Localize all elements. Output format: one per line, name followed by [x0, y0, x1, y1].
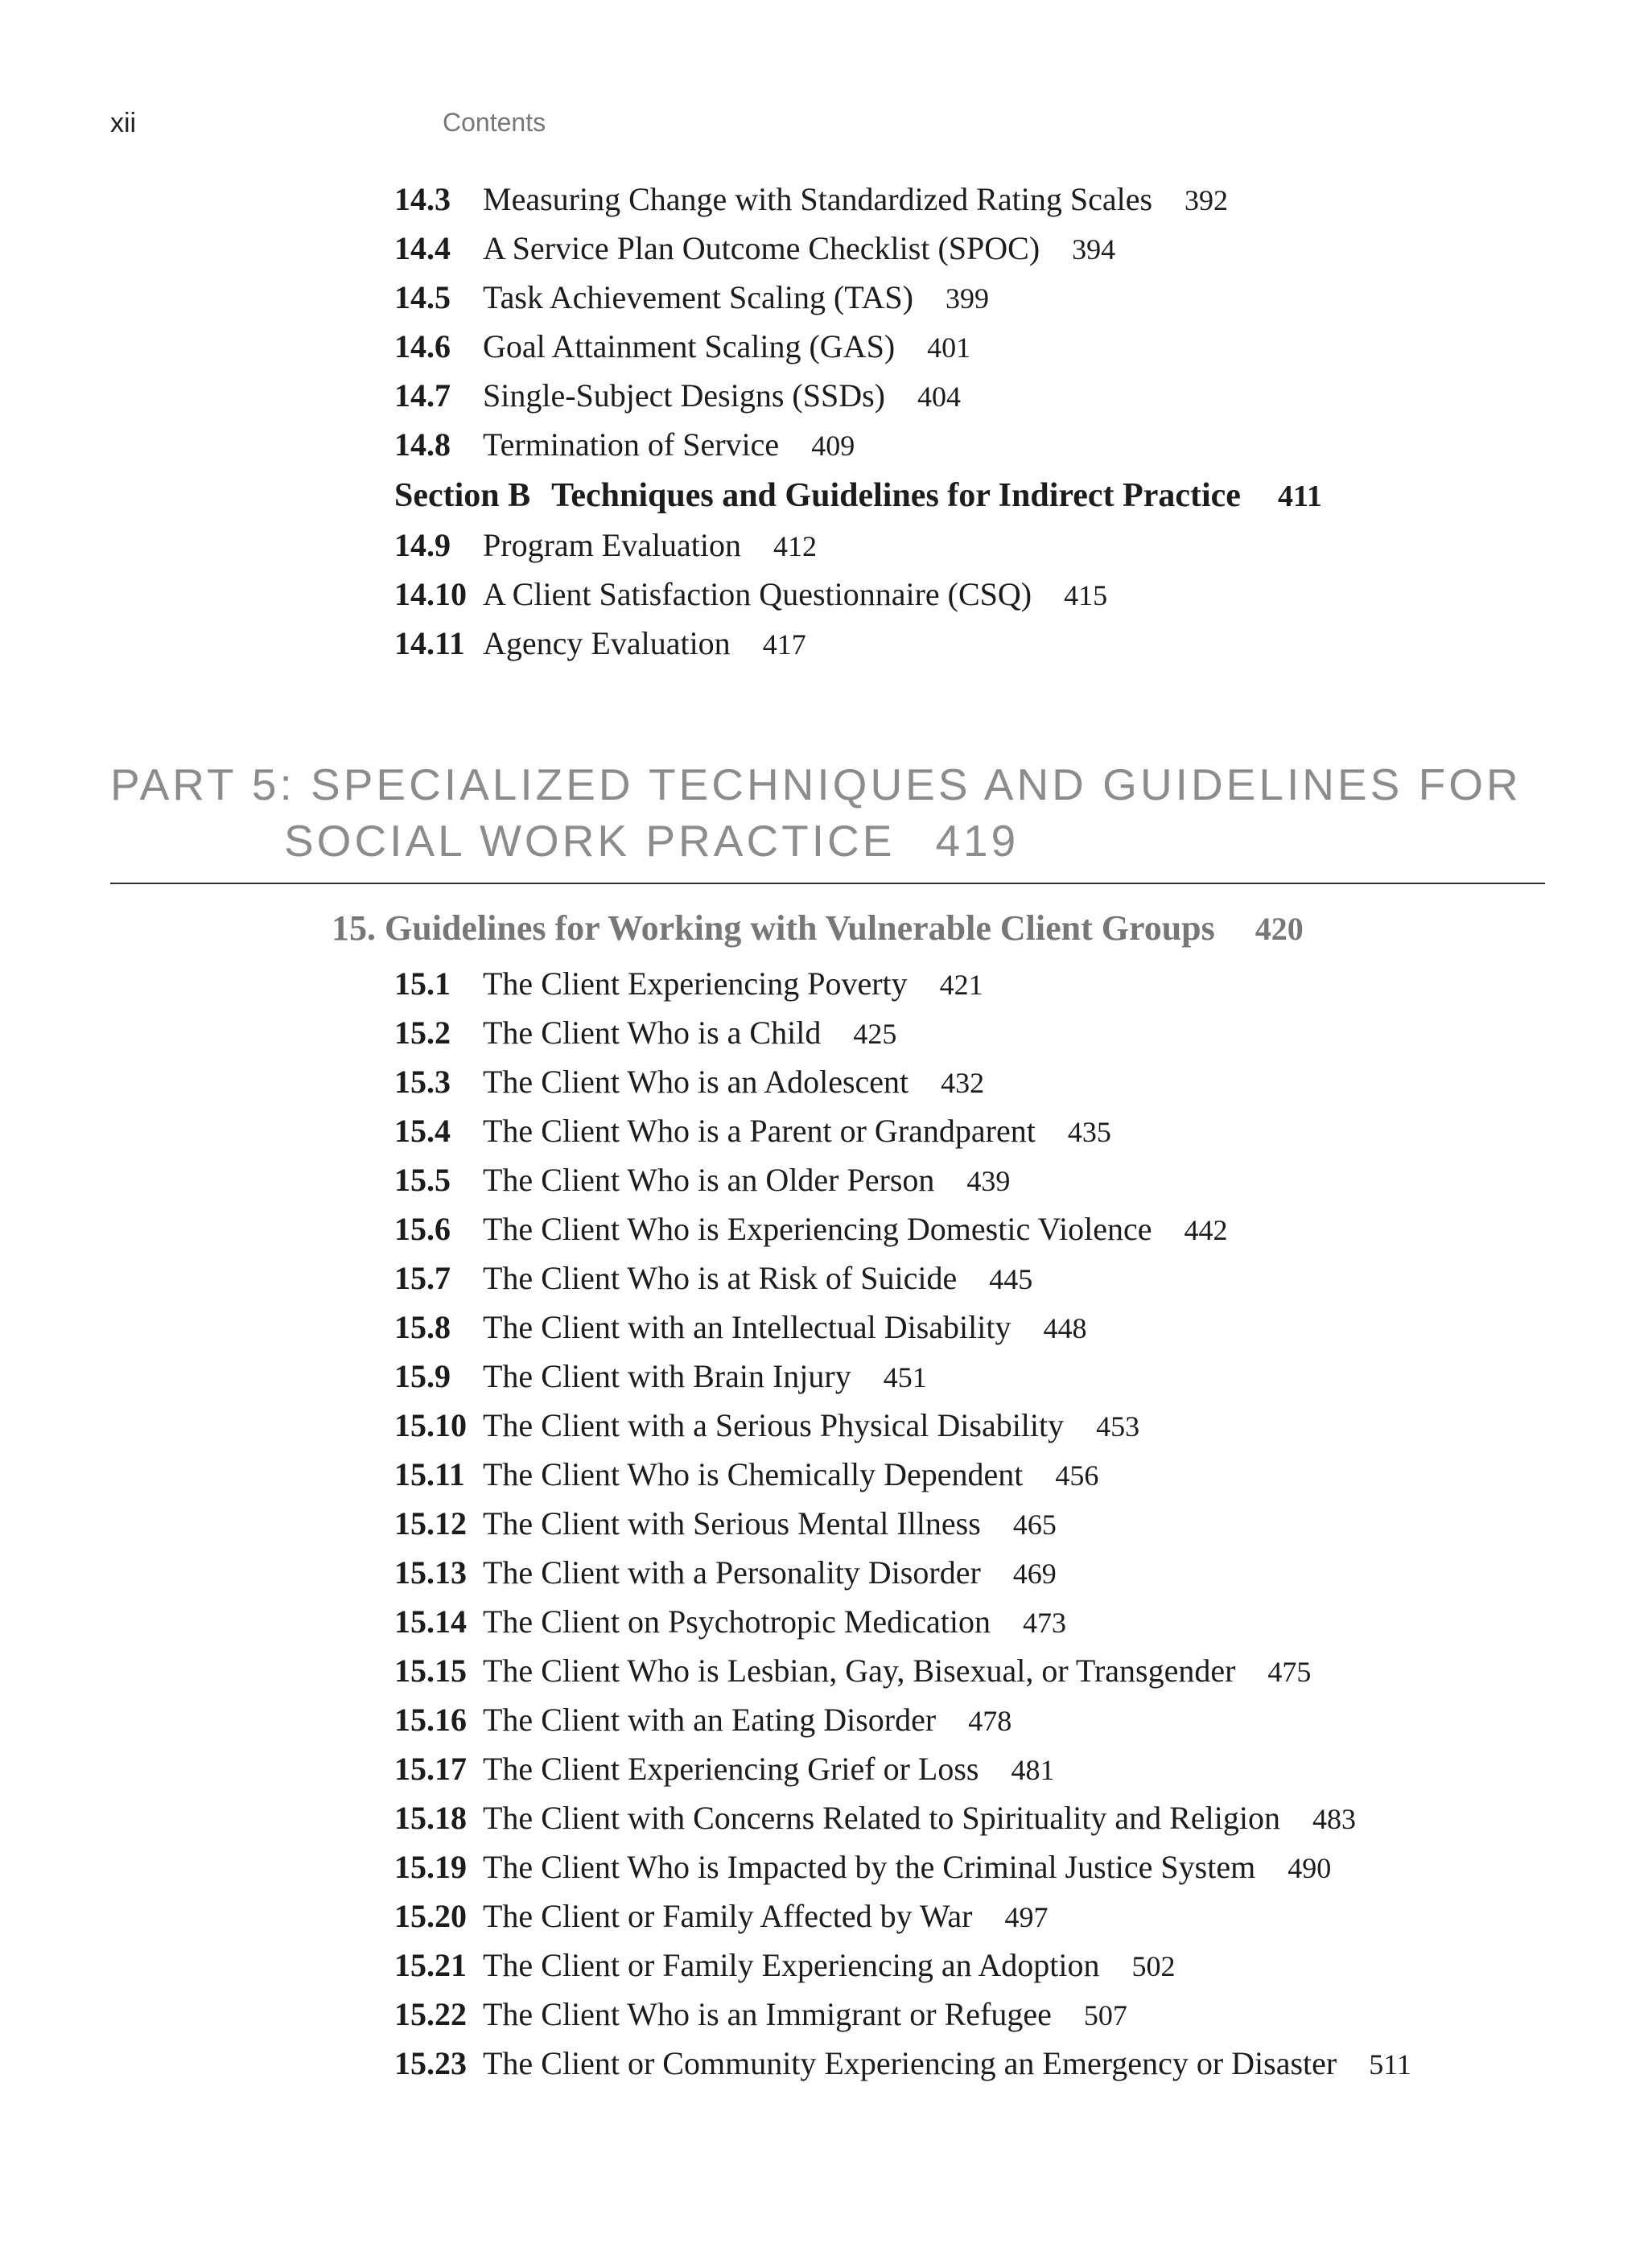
- entry-page: 456: [1055, 1459, 1099, 1492]
- entry-page: 442: [1184, 1214, 1228, 1246]
- toc-entry: [394, 1701, 1011, 1740]
- entry-title: Termination of Service: [483, 426, 780, 463]
- entry-number: 14.3: [394, 181, 451, 217]
- toc-entry: [394, 1014, 896, 1053]
- entry-page: 465: [1012, 1509, 1057, 1541]
- entry-page: 483: [1312, 1803, 1356, 1835]
- entry-page: 412: [773, 530, 818, 562]
- toc-entry: [394, 180, 1228, 220]
- entry-title: The Client Who is Experiencing Domestic Violence: [483, 1211, 1152, 1247]
- entry-title: Goal Attainment Scaling (GAS): [483, 328, 896, 364]
- toc-entry: [394, 1504, 1057, 1544]
- entry-page: 415: [1064, 579, 1108, 611]
- entry-number: 15.22: [394, 1996, 467, 2032]
- chapter-page: 420: [1255, 911, 1304, 947]
- entry-page: 473: [1023, 1607, 1066, 1639]
- entry-title: Agency Evaluation: [483, 625, 731, 661]
- toc-entry: [394, 624, 806, 664]
- part-heading: [110, 756, 1522, 869]
- entry-page: 435: [1067, 1116, 1111, 1148]
- entry-number: 15.3: [394, 1064, 451, 1100]
- entry-title: The Client Who is a Parent or Grandparent: [483, 1113, 1036, 1149]
- divider: [110, 883, 1545, 884]
- entry-number: 14.9: [394, 527, 451, 563]
- entry-page: 401: [927, 331, 971, 364]
- toc-entry: [394, 1603, 1066, 1642]
- entry-title: The Client or Family Affected by War: [483, 1898, 973, 1934]
- entry-title: The Client Experiencing Poverty: [483, 965, 908, 1002]
- entry-title: The Client Experiencing Grief or Loss: [483, 1751, 979, 1787]
- toc-entry: [394, 1357, 927, 1397]
- toc-entry: [394, 278, 989, 318]
- chapter-title: 15. Guidelines for Working with Vulnerable Client Groups: [332, 908, 1215, 948]
- entry-title: The Client Who is an Older Person: [483, 1162, 935, 1198]
- entry-number: 15.18: [394, 1800, 467, 1836]
- entry-page: 481: [1011, 1754, 1055, 1786]
- entry-title: Program Evaluation: [483, 527, 742, 563]
- entry-title: The Client with Concerns Related to Spirituality and Religion: [483, 1800, 1280, 1836]
- toc-entry: [394, 1750, 1054, 1789]
- toc-entry: [394, 229, 1115, 269]
- entry-number: 15.13: [394, 1554, 467, 1591]
- toc-entry: [394, 1848, 1331, 1887]
- entry-number: 15.9: [394, 1358, 451, 1394]
- toc-entry: [394, 377, 961, 416]
- entry-title: The Client Who is a Child: [483, 1015, 822, 1051]
- page-number: xii: [110, 108, 137, 138]
- toc-entry: [394, 1259, 1032, 1299]
- entry-page: 448: [1043, 1312, 1087, 1344]
- entry-page: 490: [1288, 1852, 1332, 1884]
- toc-entry: [394, 1897, 1049, 1937]
- entry-title: The Client Who is an Immigrant or Refugee: [483, 1996, 1052, 2032]
- toc-entry: [394, 1161, 1010, 1200]
- entry-page: 421: [939, 969, 983, 1001]
- entry-number: 15.23: [394, 2045, 467, 2081]
- entry-title: Task Achievement Scaling (TAS): [483, 279, 913, 315]
- toc-entry: [394, 1799, 1356, 1838]
- entry-number: 14.10: [394, 576, 467, 612]
- entry-number: 14.5: [394, 279, 451, 315]
- running-head: Contents: [443, 108, 546, 137]
- entry-page: 502: [1131, 1950, 1176, 1982]
- entry-title: The Client with a Personality Disorder: [483, 1554, 981, 1591]
- part-page: 419: [935, 816, 1020, 866]
- entry-page: 469: [1012, 1558, 1057, 1590]
- entry-page: 478: [968, 1705, 1012, 1737]
- entry-number: 15.2: [394, 1015, 451, 1051]
- toc-entry: [394, 426, 855, 465]
- toc-entry: [394, 1455, 1098, 1495]
- entry-title: The Client with Brain Injury: [483, 1358, 851, 1394]
- entry-page: 507: [1083, 1999, 1127, 2031]
- entry-number: 15.5: [394, 1162, 451, 1198]
- section-page: 411: [1277, 480, 1322, 513]
- toc-entry: [394, 1406, 1139, 1446]
- toc-entry: [394, 1995, 1127, 2035]
- entry-title: The Client with an Intellectual Disability: [483, 1309, 1011, 1345]
- entry-title: The Client Who is Impacted by the Criminal Justice System: [483, 1849, 1256, 1885]
- toc-entry: [394, 526, 817, 566]
- toc-entry: [394, 575, 1107, 615]
- entry-number: 15.6: [394, 1211, 451, 1247]
- entry-number: 15.20: [394, 1898, 467, 1934]
- entry-page: 439: [966, 1165, 1011, 1197]
- entry-number: 15.10: [394, 1407, 467, 1443]
- entry-number: 15.17: [394, 1751, 467, 1787]
- entry-page: 511: [1369, 2048, 1411, 2081]
- entry-page: 404: [917, 381, 961, 413]
- entry-number: 15.12: [394, 1505, 467, 1541]
- entry-title: The Client Who is Chemically Dependent: [483, 1456, 1024, 1492]
- toc-entry: [394, 1308, 1087, 1348]
- entry-title: A Client Satisfaction Questionnaire (CSQ): [483, 576, 1032, 612]
- entry-page: 394: [1072, 233, 1116, 265]
- entry-title: Single-Subject Designs (SSDs): [483, 377, 885, 414]
- section-heading: [394, 475, 1322, 517]
- entry-number: 15.7: [394, 1260, 451, 1296]
- toc-entry: [394, 965, 983, 1004]
- part-title-line2: SOCIAL WORK PRACTICE: [284, 816, 896, 866]
- entry-page: 425: [853, 1018, 897, 1050]
- entry-number: 15.11: [394, 1456, 465, 1492]
- entry-title: Measuring Change with Standardized Rating Scales: [483, 181, 1153, 217]
- entry-number: 15.15: [394, 1653, 467, 1689]
- entry-number: 14.7: [394, 377, 451, 414]
- entry-title: The Client Who is at Risk of Suicide: [483, 1260, 958, 1296]
- entry-number: 15.8: [394, 1309, 451, 1345]
- entry-number: 14.11: [394, 625, 465, 661]
- toc-entry: [394, 1554, 1057, 1593]
- entry-title: The Client with a Serious Physical Disability: [483, 1407, 1065, 1443]
- entry-number: 14.4: [394, 230, 451, 266]
- entry-page: 453: [1096, 1410, 1140, 1443]
- toc-entry: [394, 1946, 1176, 1986]
- entry-number: 15.16: [394, 1702, 467, 1738]
- entry-number: 14.6: [394, 328, 451, 364]
- entry-page: 475: [1267, 1656, 1312, 1688]
- entry-number: 15.4: [394, 1113, 451, 1149]
- entry-number: 15.21: [394, 1947, 467, 1983]
- entry-page: 409: [811, 430, 855, 462]
- entry-title: The Client or Family Experiencing an Adoption: [483, 1947, 1100, 1983]
- entry-page: 497: [1004, 1901, 1049, 1933]
- toc-entry: [394, 1112, 1111, 1151]
- entry-title: The Client on Psychotropic Medication: [483, 1603, 991, 1640]
- entry-page: 432: [941, 1067, 985, 1099]
- entry-number: 15.14: [394, 1603, 467, 1640]
- entry-title: The Client with an Eating Disorder: [483, 1702, 937, 1738]
- entry-page: 451: [883, 1361, 927, 1393]
- entry-number: 15.19: [394, 1849, 467, 1885]
- entry-page: 445: [989, 1263, 1033, 1295]
- section-title: Techniques and Guidelines for Indirect Practice: [551, 477, 1241, 514]
- toc-entry: [394, 1652, 1311, 1691]
- entry-number: 14.8: [394, 426, 451, 463]
- part-title-line2-wrap: [110, 813, 1522, 869]
- entry-title: The Client or Community Experiencing an Emergency or Disaster: [483, 2045, 1337, 2081]
- part-title-line1: PART 5: SPECIALIZED TECHNIQUES AND GUIDELINES FOR: [110, 759, 1522, 809]
- entry-number: 15.1: [394, 965, 451, 1002]
- toc-entry: [394, 2044, 1411, 2084]
- entry-page: 399: [945, 282, 989, 315]
- toc-entry: [394, 1210, 1227, 1249]
- chapter-heading: [332, 908, 1304, 950]
- section-label: Section B: [394, 477, 531, 514]
- entry-title: The Client Who is Lesbian, Gay, Bisexual, or Transgender: [483, 1653, 1236, 1689]
- entry-page: 392: [1184, 184, 1229, 216]
- toc-entry: [394, 1063, 984, 1102]
- entry-page: 417: [762, 628, 806, 661]
- entry-title: The Client with Serious Mental Illness: [483, 1505, 981, 1541]
- entry-title: A Service Plan Outcome Checklist (SPOC): [483, 230, 1040, 266]
- entry-title: The Client Who is an Adolescent: [483, 1064, 909, 1100]
- toc-entry: [394, 327, 970, 367]
